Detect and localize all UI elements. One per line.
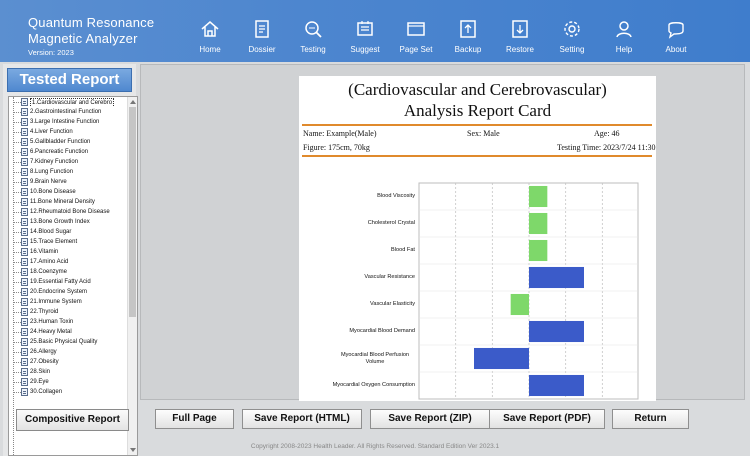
tree-item-label: 21.Immune System bbox=[30, 299, 82, 305]
nav-restore[interactable] bbox=[496, 0, 544, 62]
dossier-icon bbox=[251, 18, 273, 40]
tree-item-label: 23.Human Toxin bbox=[30, 319, 74, 325]
category-label: Myocardial Oxygen Consumption bbox=[332, 382, 415, 388]
gear-icon bbox=[561, 18, 583, 40]
bar-4 bbox=[529, 267, 584, 288]
document-icon bbox=[21, 358, 28, 366]
category-label: Myocardial Blood Perfusion Volume bbox=[340, 351, 410, 365]
tree-item[interactable] bbox=[9, 247, 126, 257]
tree-item[interactable] bbox=[9, 307, 126, 317]
category-label: Vascular Resistance bbox=[364, 274, 415, 280]
nav-backup-label: Backup bbox=[454, 45, 482, 54]
document-icon bbox=[21, 108, 28, 116]
tree-item[interactable] bbox=[9, 287, 126, 297]
tree-item[interactable] bbox=[9, 227, 126, 237]
tree-item-label: 28.Skin bbox=[30, 369, 51, 375]
tree-item-label: 6.Pancreatic Function bbox=[30, 149, 89, 155]
full-page-button[interactable]: Full Page bbox=[155, 409, 234, 429]
tree-scrollbar[interactable] bbox=[127, 97, 137, 455]
tree-item[interactable] bbox=[9, 327, 126, 337]
tree-item[interactable] bbox=[9, 157, 126, 167]
nav-about-label: About bbox=[665, 45, 687, 54]
header-rule-bottom bbox=[302, 155, 652, 157]
app-version: Version: 2023 bbox=[28, 48, 74, 57]
report-tree-list bbox=[9, 97, 126, 397]
save-pdf-button[interactable]: Save Report (PDF) bbox=[489, 409, 605, 429]
backup-icon bbox=[457, 18, 479, 40]
document-icon bbox=[21, 338, 28, 346]
category-label: Blood Viscosity bbox=[377, 193, 415, 199]
chart-svg bbox=[309, 181, 639, 401]
tree-item-label: 14.Blood Sugar bbox=[30, 229, 72, 235]
scroll-up-icon[interactable] bbox=[130, 100, 136, 104]
tree-item-label: 13.Bone Growth Index bbox=[30, 219, 90, 225]
patient-figure: Figure: 175cm, 70kg bbox=[303, 143, 370, 152]
tree-item-label: 29.Eye bbox=[30, 379, 49, 385]
tree-item[interactable] bbox=[9, 177, 126, 187]
document-icon bbox=[21, 328, 28, 336]
tree-item[interactable] bbox=[9, 367, 126, 377]
compositive-report-button[interactable]: Compositive Report bbox=[16, 409, 129, 431]
bar-6 bbox=[529, 321, 584, 342]
help-icon bbox=[613, 18, 635, 40]
document-icon bbox=[21, 378, 28, 386]
tree-item-label: 27.Obesity bbox=[30, 359, 59, 365]
tree-item-label: 20.Endocrine System bbox=[30, 289, 88, 295]
save-zip-button[interactable]: Save Report (ZIP) bbox=[370, 409, 490, 429]
document-icon bbox=[21, 208, 28, 216]
tested-report-title: Tested Report bbox=[7, 68, 132, 92]
tree-item[interactable] bbox=[9, 167, 126, 177]
tree-item-label: 18.Coenzyme bbox=[30, 269, 68, 275]
patient-sex: Sex: Male bbox=[467, 129, 500, 138]
document-icon bbox=[21, 278, 28, 286]
tree-item[interactable] bbox=[9, 297, 126, 307]
document-icon bbox=[21, 288, 28, 296]
nav-restore-label: Restore bbox=[505, 45, 534, 54]
tree-item[interactable] bbox=[9, 317, 126, 327]
document-icon bbox=[21, 218, 28, 226]
document-icon bbox=[21, 248, 28, 256]
tree-item-label: 11.Bone Mineral Density bbox=[30, 199, 95, 205]
tree-item[interactable] bbox=[9, 187, 126, 197]
tree-item-label: 24.Heavy Metal bbox=[30, 329, 72, 335]
nav-testing[interactable] bbox=[289, 0, 337, 62]
tree-item[interactable] bbox=[9, 127, 126, 137]
suggest-icon bbox=[354, 18, 376, 40]
bar-5 bbox=[511, 294, 529, 315]
footer-copyright: Copyright 2008-2023 Health Leader. All Rights Reserved. Standard Edition Ver 2023.1 bbox=[250, 443, 500, 450]
patient-age: Age: 46 bbox=[594, 129, 620, 138]
tree-item[interactable] bbox=[9, 237, 126, 247]
nav-backup[interactable] bbox=[444, 0, 492, 62]
nav-suggest[interactable] bbox=[341, 0, 389, 62]
nav-setting[interactable] bbox=[548, 0, 596, 62]
return-button[interactable]: Return bbox=[612, 409, 689, 429]
tree-item-label: 19.Essential Fatty Acid bbox=[30, 279, 91, 285]
nav-about[interactable] bbox=[652, 0, 700, 62]
nav-dossier-label: Dossier bbox=[248, 45, 276, 54]
tree-item[interactable] bbox=[9, 347, 126, 357]
document-icon bbox=[21, 118, 28, 126]
document-icon bbox=[21, 298, 28, 306]
bar-3 bbox=[529, 240, 547, 261]
document-icon bbox=[21, 178, 28, 186]
tree-item-label: 2.Gastrointestinal Function bbox=[30, 109, 102, 115]
tree-item-label: 4.Liver Function bbox=[30, 129, 73, 135]
tree-item[interactable] bbox=[9, 267, 126, 277]
report-title-line2: Analysis Report Card bbox=[403, 101, 552, 120]
nav-home[interactable] bbox=[186, 0, 234, 62]
tree-item[interactable] bbox=[9, 97, 126, 107]
document-icon bbox=[21, 198, 28, 206]
home-icon bbox=[199, 18, 221, 40]
tree-item[interactable] bbox=[9, 387, 126, 397]
tree-item-label: 9.Brain Nerve bbox=[30, 179, 67, 185]
nav-suggest-label: Suggest bbox=[350, 45, 380, 54]
tree-item-label: 8.Lung Function bbox=[30, 169, 74, 175]
category-label: Myocardial Blood Demand bbox=[349, 328, 415, 334]
analysis-chart bbox=[309, 181, 639, 401]
nav-dossier[interactable] bbox=[238, 0, 286, 62]
header-rule-top bbox=[302, 124, 652, 126]
document-icon bbox=[21, 158, 28, 166]
testing-time: Testing Time: 2023/7/24 11:30 bbox=[557, 143, 656, 152]
category-label: Vascular Elasticity bbox=[370, 301, 415, 307]
save-html-button[interactable]: Save Report (HTML) bbox=[242, 409, 362, 429]
tree-item[interactable] bbox=[9, 117, 126, 127]
tree-item-label: 3.Large Intestine Function bbox=[30, 119, 100, 125]
tree-item-label: 17.Amino Acid bbox=[30, 259, 69, 265]
testing-icon bbox=[302, 18, 324, 40]
document-icon bbox=[21, 368, 28, 376]
tree-item-label: 15.Trace Element bbox=[30, 239, 78, 245]
report-panel bbox=[140, 64, 745, 400]
bar-1 bbox=[529, 186, 547, 207]
document-icon bbox=[21, 128, 28, 136]
tree-item[interactable] bbox=[9, 217, 126, 227]
tree-item-label: 12.Rheumatoid Bone Disease bbox=[30, 209, 110, 215]
document-icon bbox=[21, 228, 28, 236]
tree-item-label: 26.Allergy bbox=[30, 349, 57, 355]
tree-item-label: 5.Gallbladder Function bbox=[30, 139, 91, 145]
nav-testing-label: Testing bbox=[300, 45, 326, 54]
tree-item-label: 1.Cardiovascular and Cerebro bbox=[32, 100, 113, 106]
bar-2 bbox=[529, 213, 547, 234]
nav-setting-label: Setting bbox=[559, 45, 585, 54]
tree-item[interactable] bbox=[9, 277, 126, 287]
tree-item-label: 22.Thyroid bbox=[30, 309, 59, 315]
document-icon bbox=[21, 138, 28, 146]
tree-item-label: 30.Collagen bbox=[30, 389, 63, 395]
patient-name: Name: Example(Male) bbox=[303, 129, 377, 138]
nav-page-set-label: Page Set bbox=[399, 45, 433, 54]
scroll-thumb[interactable] bbox=[129, 107, 136, 317]
page-set-icon bbox=[405, 18, 427, 40]
nav-page-set[interactable] bbox=[392, 0, 440, 62]
tree-item-label: 16.Vitamin bbox=[30, 249, 59, 255]
category-label: Blood Fat bbox=[391, 247, 415, 253]
tree-item[interactable] bbox=[9, 337, 126, 347]
tree-item[interactable] bbox=[9, 147, 126, 157]
app-header bbox=[0, 0, 750, 62]
nav-help[interactable] bbox=[600, 0, 648, 62]
tree-item-label: 7.Kidney Function bbox=[30, 159, 79, 165]
tree-item-label: 25.Basic Physical Quality bbox=[30, 339, 98, 345]
category-label: Cholesterol Crystal bbox=[367, 220, 415, 226]
report-card bbox=[299, 76, 656, 401]
document-icon bbox=[21, 308, 28, 316]
document-icon bbox=[21, 388, 28, 396]
document-icon bbox=[21, 148, 28, 156]
tree-item[interactable] bbox=[9, 137, 126, 147]
tree-item[interactable] bbox=[9, 257, 126, 267]
document-icon bbox=[21, 318, 28, 326]
document-icon bbox=[21, 188, 28, 196]
bar-8 bbox=[529, 375, 584, 396]
app-title-line2: Magnetic Analyzer bbox=[28, 31, 138, 46]
document-icon bbox=[21, 258, 28, 266]
report-tree[interactable] bbox=[8, 96, 138, 456]
about-icon bbox=[665, 18, 687, 40]
document-icon bbox=[21, 98, 28, 106]
tree-item[interactable] bbox=[9, 107, 126, 117]
document-icon bbox=[21, 168, 28, 176]
tree-item-label: 10.Bone Disease bbox=[30, 189, 76, 195]
document-icon bbox=[21, 268, 28, 276]
tree-item[interactable] bbox=[9, 357, 126, 367]
nav-help-label: Help bbox=[615, 45, 633, 54]
tree-item[interactable] bbox=[9, 377, 126, 387]
bar-7 bbox=[474, 348, 529, 369]
app-title-line1: Quantum Resonance bbox=[28, 15, 155, 30]
report-title-line1: (Cardiovascular and Cerebrovascular) bbox=[348, 80, 607, 99]
tree-item[interactable] bbox=[9, 207, 126, 217]
restore-icon bbox=[509, 18, 531, 40]
sidebar bbox=[3, 64, 136, 456]
document-icon bbox=[21, 348, 28, 356]
nav-home-label: Home bbox=[199, 45, 221, 54]
tree-item[interactable] bbox=[9, 197, 126, 207]
document-icon bbox=[21, 238, 28, 246]
